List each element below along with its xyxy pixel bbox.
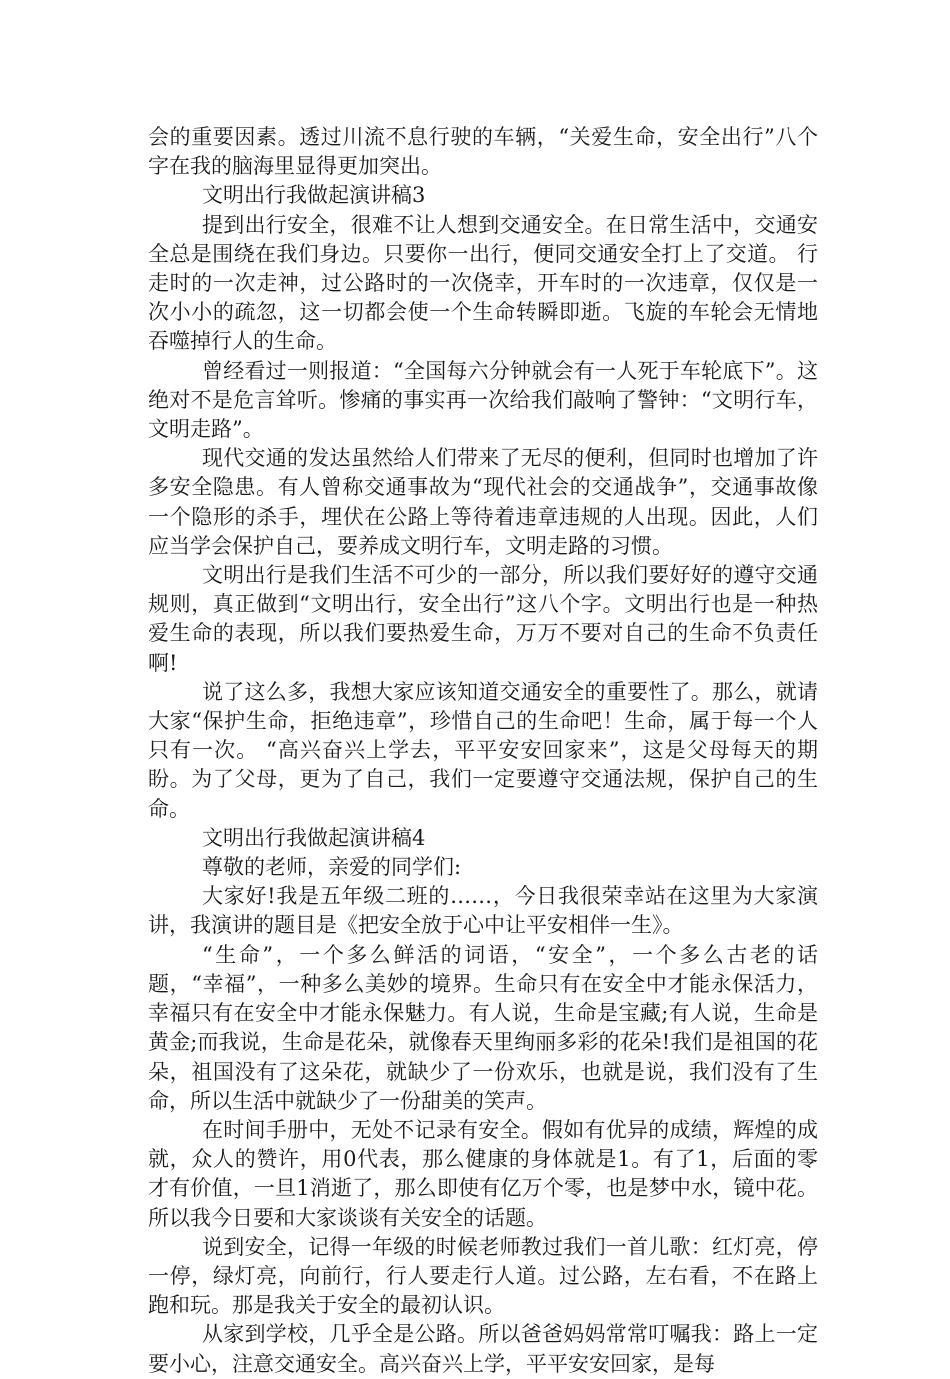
paragraph: 大家好!我是五年级二班的……，今日我很荣幸站在这里为大家演讲，我演讲的题目是《把安全放于心中让平安相伴一生》。 — [148, 884, 818, 938]
paragraph: 说了这么多，我想大家应该知道交通安全的重要性了。那么，就请大家“保护生命，拒绝违章”，珍惜自己的生命吧！生命，属于每一个人只有一次。 “高兴奋兴上学去，平平安安回家来”，这是父母每天的期盼。为了父母，更为了自己，我们一定要遵守交通法规，保护自己的生命。 — [148, 679, 818, 821]
paragraph: 曾经看过一则报道：“全国每六分钟就会有一人死于车轮底下”。这绝对不是危言耸听。惨痛的事实再一次给我们敲响了警钟：“文明行车，文明走路”。 — [148, 358, 818, 442]
paragraph: 说到安全，记得一年级的时候老师教过我们一首儿歌：红灯亮，停一停，绿灯亮，向前行，行人要走行人道。过公路，左右看，不在路上跑和玩。那是我关于安全的最初认识。 — [148, 1234, 818, 1318]
document-body — [148, 123, 818, 1379]
paragraph-continuation: 会的重要因素。透过川流不息行驶的车辆，“关爱生命，安全出行”八个字在我的脑海里显得更加突出。 — [148, 125, 818, 179]
salutation: 尊敬的老师，亲爱的同学们: — [202, 855, 462, 880]
section-heading-4: 文明出行我做起演讲稿4 — [202, 825, 426, 850]
paragraph: 在时间手册中，无处不记录有安全。假如有优异的成绩，辉煌的成就，众人的赞许，用0代表，那么健康的身体就是1。有了1，后面的零才有价值，一旦1消逝了，那么即使有亿万个零，也是梦中水，镜中花。所以我今日要和大家谈谈有关安全的话题。 — [148, 1117, 818, 1230]
paragraph: 现代交通的发达虽然给人们带来了无尽的便利，但同时也增加了许多安全隐患。有人曾称交通事故为“现代社会的交通战争”，交通事故像一个隐形的杀手，埋伏在公路上等待着违章违规的人出现。因此，人们应当学会保护自己，要养成文明行车，文明走路的习惯。 — [148, 446, 818, 558]
paragraph: “生命”，一个多么鲜活的词语，“安全”，一个多么古老的话题，“幸福”，一种多么美妙的境界。生命只有在安全中才能永保活力，幸福只有在安全中才能永保魅力。有人说，生命是宝藏;有人说，生命是黄金;而我说，生命是花朵，就像春天里绚丽多彩的花朵!我们是祖国的花朵，祖国没有了这朵花，就缺少了一份欢乐，也就是说，我们没有了生命，所以生活中就缺少了一份甜美的笑声。 — [148, 942, 818, 1113]
paragraph: 文明出行是我们生活不可少的一部分，所以我们要好好的遵守交通规则，真正做到“文明出行，安全出行”这八个字。文明出行也是一种热爱生命的表现，所以我们要热爱生命，万万不要对自己的生命不负责任啊! — [148, 563, 818, 675]
paragraph: 从家到学校，几乎全是公路。所以爸爸妈妈常常叮嘱我：路上一定要小心，注意交通安全。高兴奋兴上学，平平安安回家，是每 — [148, 1322, 818, 1376]
section-heading-3: 文明出行我做起演讲稿3 — [202, 183, 426, 208]
paragraph: 提到出行安全，很难不让人想到交通安全。在日常生活中，交通安全总是围绕在我们身边。只要你一出行，便同交通安全打上了交道。 行走时的一次走神，过公路时的一次侥幸，开车时的一次违章，仅仅是一次小小的疏忽，这一切都会使一个生命转瞬即逝。飞旋的车轮会无情地吞噬掉行人的生命。 — [148, 212, 818, 354]
